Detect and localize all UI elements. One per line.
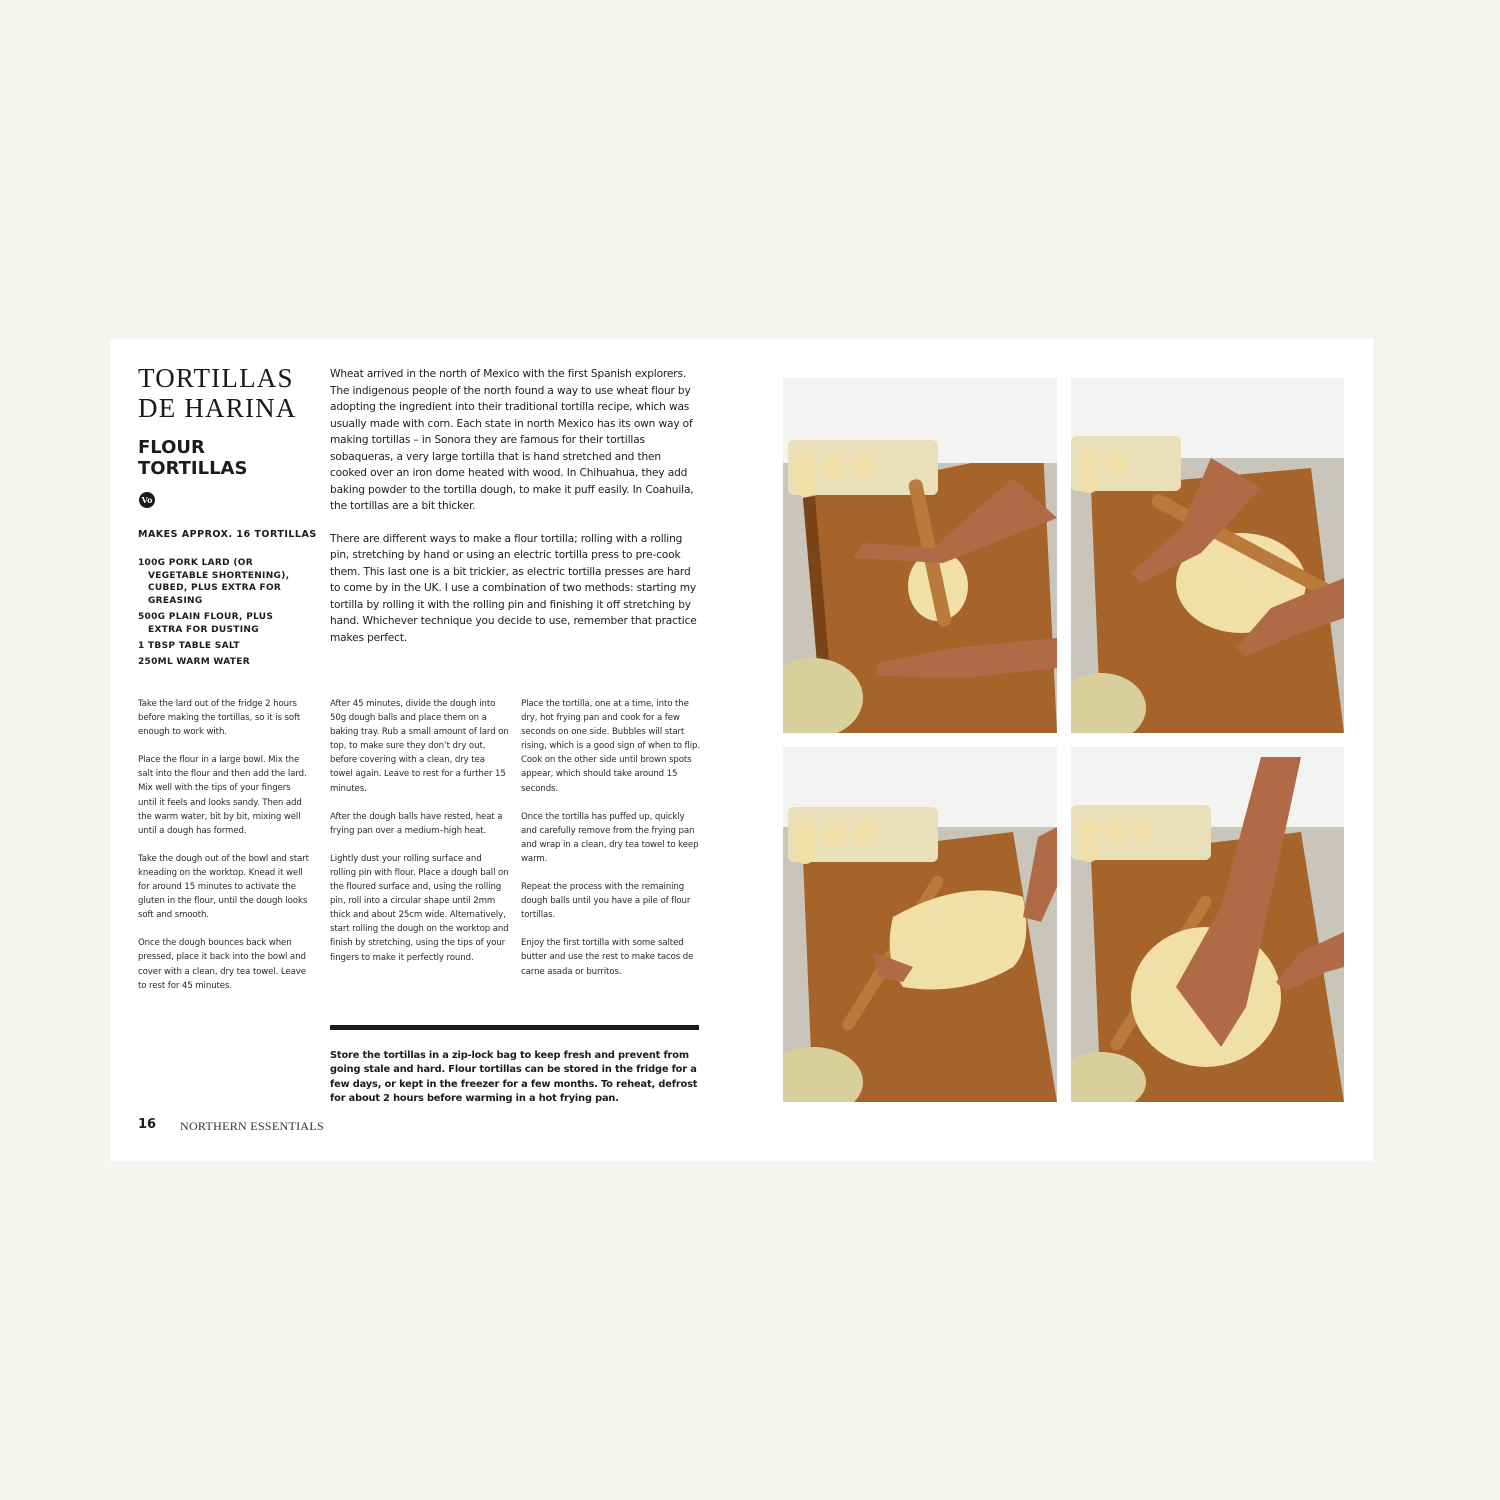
recipe-title-line-2: DE HARINA (138, 393, 297, 423)
method-step: Take the dough out of the bowl and start kneading on the worktop. Knead it well for around 15 minutes to activate the gluten in the flour, until the dough looks soft and smooth. (138, 853, 309, 921)
intro-paragraph-1: Wheat arrived in the north of Mexico with the first Spanish explorers. The indigenous people of the north found a way to use wheat flour by adopting the ingredient into their traditional tortilla recipe, which was usually made with corn. Each state in north Mexico has its own way of making tortillas – in Sonora they are famous for their tortillas sobaqueras, a very large tortilla that is hand stretched and then cooked over an iron dome heated with wood. In Chihuahua, they add baking powder to the tortilla dough, to make it puff easily. In Coahuila, the tortillas are a bit thicker. (330, 368, 694, 512)
ingredient-item: 500G PLAIN FLOUR, PLUS EXTRA FOR DUSTING (138, 612, 274, 636)
ingredient-item: 250ML WARM WATER (138, 657, 250, 668)
step-photo-rolling-wide (1071, 378, 1344, 733)
method-column-3 (521, 697, 701, 993)
method-column-1 (138, 697, 311, 1007)
recipe-subtitle-line-2: TORTILLAS (138, 458, 248, 479)
section-title: NORTHERN ESSENTIALS (180, 1119, 324, 1133)
step-photo-hand-stretching (1071, 747, 1344, 1102)
recipe-title-line-1: TORTILLAS (138, 363, 294, 393)
step-photo-rolling-start (783, 378, 1057, 733)
intro-text (330, 366, 698, 662)
vegetarian-option-icon: Vo (139, 492, 155, 508)
method-step: Place the flour in a large bowl. Mix the salt into the flour and then add the lard. Mix well with the tips of your fingers until it feels and looks sandy. Then add the warm water, bit by bit, mixing well until a dough has formed. (138, 755, 307, 836)
storage-tip: Store the tortillas in a zip-lock bag to keep fresh and prevent from going stale and hard. Flour tortillas can be stored in the fridge for a few days, or kept in the freezer for a few months. To reheat, defrost for about 2 hours before warming in a hot frying pan. (330, 1050, 698, 1104)
method-column-2 (330, 697, 510, 979)
ingredient-item: 100G PORK LARD (OR VEGETABLE SHORTENING), CUBED, PLUS EXTRA FOR GREASING (138, 558, 290, 607)
page-number: 16 (138, 1117, 157, 1132)
method-step: Take the lard out of the fridge 2 hours before making the tortillas, so it is soft enough to work with. (138, 699, 301, 738)
method-step: Once the dough bounces back when pressed, place it back into the bowl and cover with a clean, dry tea towel. Leave to rest for 45 minutes. (138, 938, 306, 991)
method-step: Repeat the process with the remaining dough balls until you have a pile of flour tortillas. (521, 882, 691, 921)
recipe-title (138, 363, 297, 423)
recipe-yield: MAKES APPROX. 16 TORTILLAS (138, 529, 317, 540)
method-step: Enjoy the first tortilla with some salted butter and use the rest to make tacos de carne asada or burritos. (521, 938, 694, 977)
method-step: After the dough balls have rested, heat a frying pan over a medium–high heat. (330, 811, 503, 836)
ingredient-list (138, 557, 308, 673)
step-photo-stretching-dough (783, 747, 1057, 1102)
recipe-subtitle (138, 437, 247, 479)
book-spread (110, 339, 1373, 1161)
method-step: Place the tortilla, one at a time, into the dry, hot frying pan and cook for a few seconds on one side. Bubbles will start rising, which is a good sign of when to flip. Cook on the other side until brown spots appear, which should take around 15 seconds. (521, 699, 700, 794)
method-step: Once the tortilla has puffed up, quickly and carefully remove from the frying pan and wrap in a clean, dry tea towel to keep warm. (521, 811, 699, 864)
method-step: Lightly dust your rolling surface and rolling pin with flour. Place a dough ball on the floured surface and, using the rolling pin, roll into a circular shape until 2mm thick and about 25cm wide. Alternatively, start rolling the dough on the worktop and finish by stretching, using the tips of your fingers to make it perfectly round. (330, 853, 509, 963)
ingredient-item: 1 TBSP TABLE SALT (138, 641, 240, 652)
section-divider (330, 1025, 699, 1030)
recipe-subtitle-line-1: FLOUR (138, 437, 205, 458)
method-step: After 45 minutes, divide the dough into 50g dough balls and place them on a baking tray. Rub a small amount of lard on top, to make sure they don’t dry out, before covering with a clean, dry tea towel again. Leave to rest for a further 15 minutes. (330, 699, 509, 794)
intro-paragraph-2: There are different ways to make a flour tortilla; rolling with a rolling pin, stretching by hand or using an electric tortilla press to pre-cook them. This last one is a bit trickier, as electric tortilla presses are hard to come by in the UK. I use a combination of two methods: starting my tortilla by rolling it with the rolling pin and finishing it off stretching by hand. Whichever technique you decide to use, remember that practice makes perfect. (330, 532, 697, 644)
